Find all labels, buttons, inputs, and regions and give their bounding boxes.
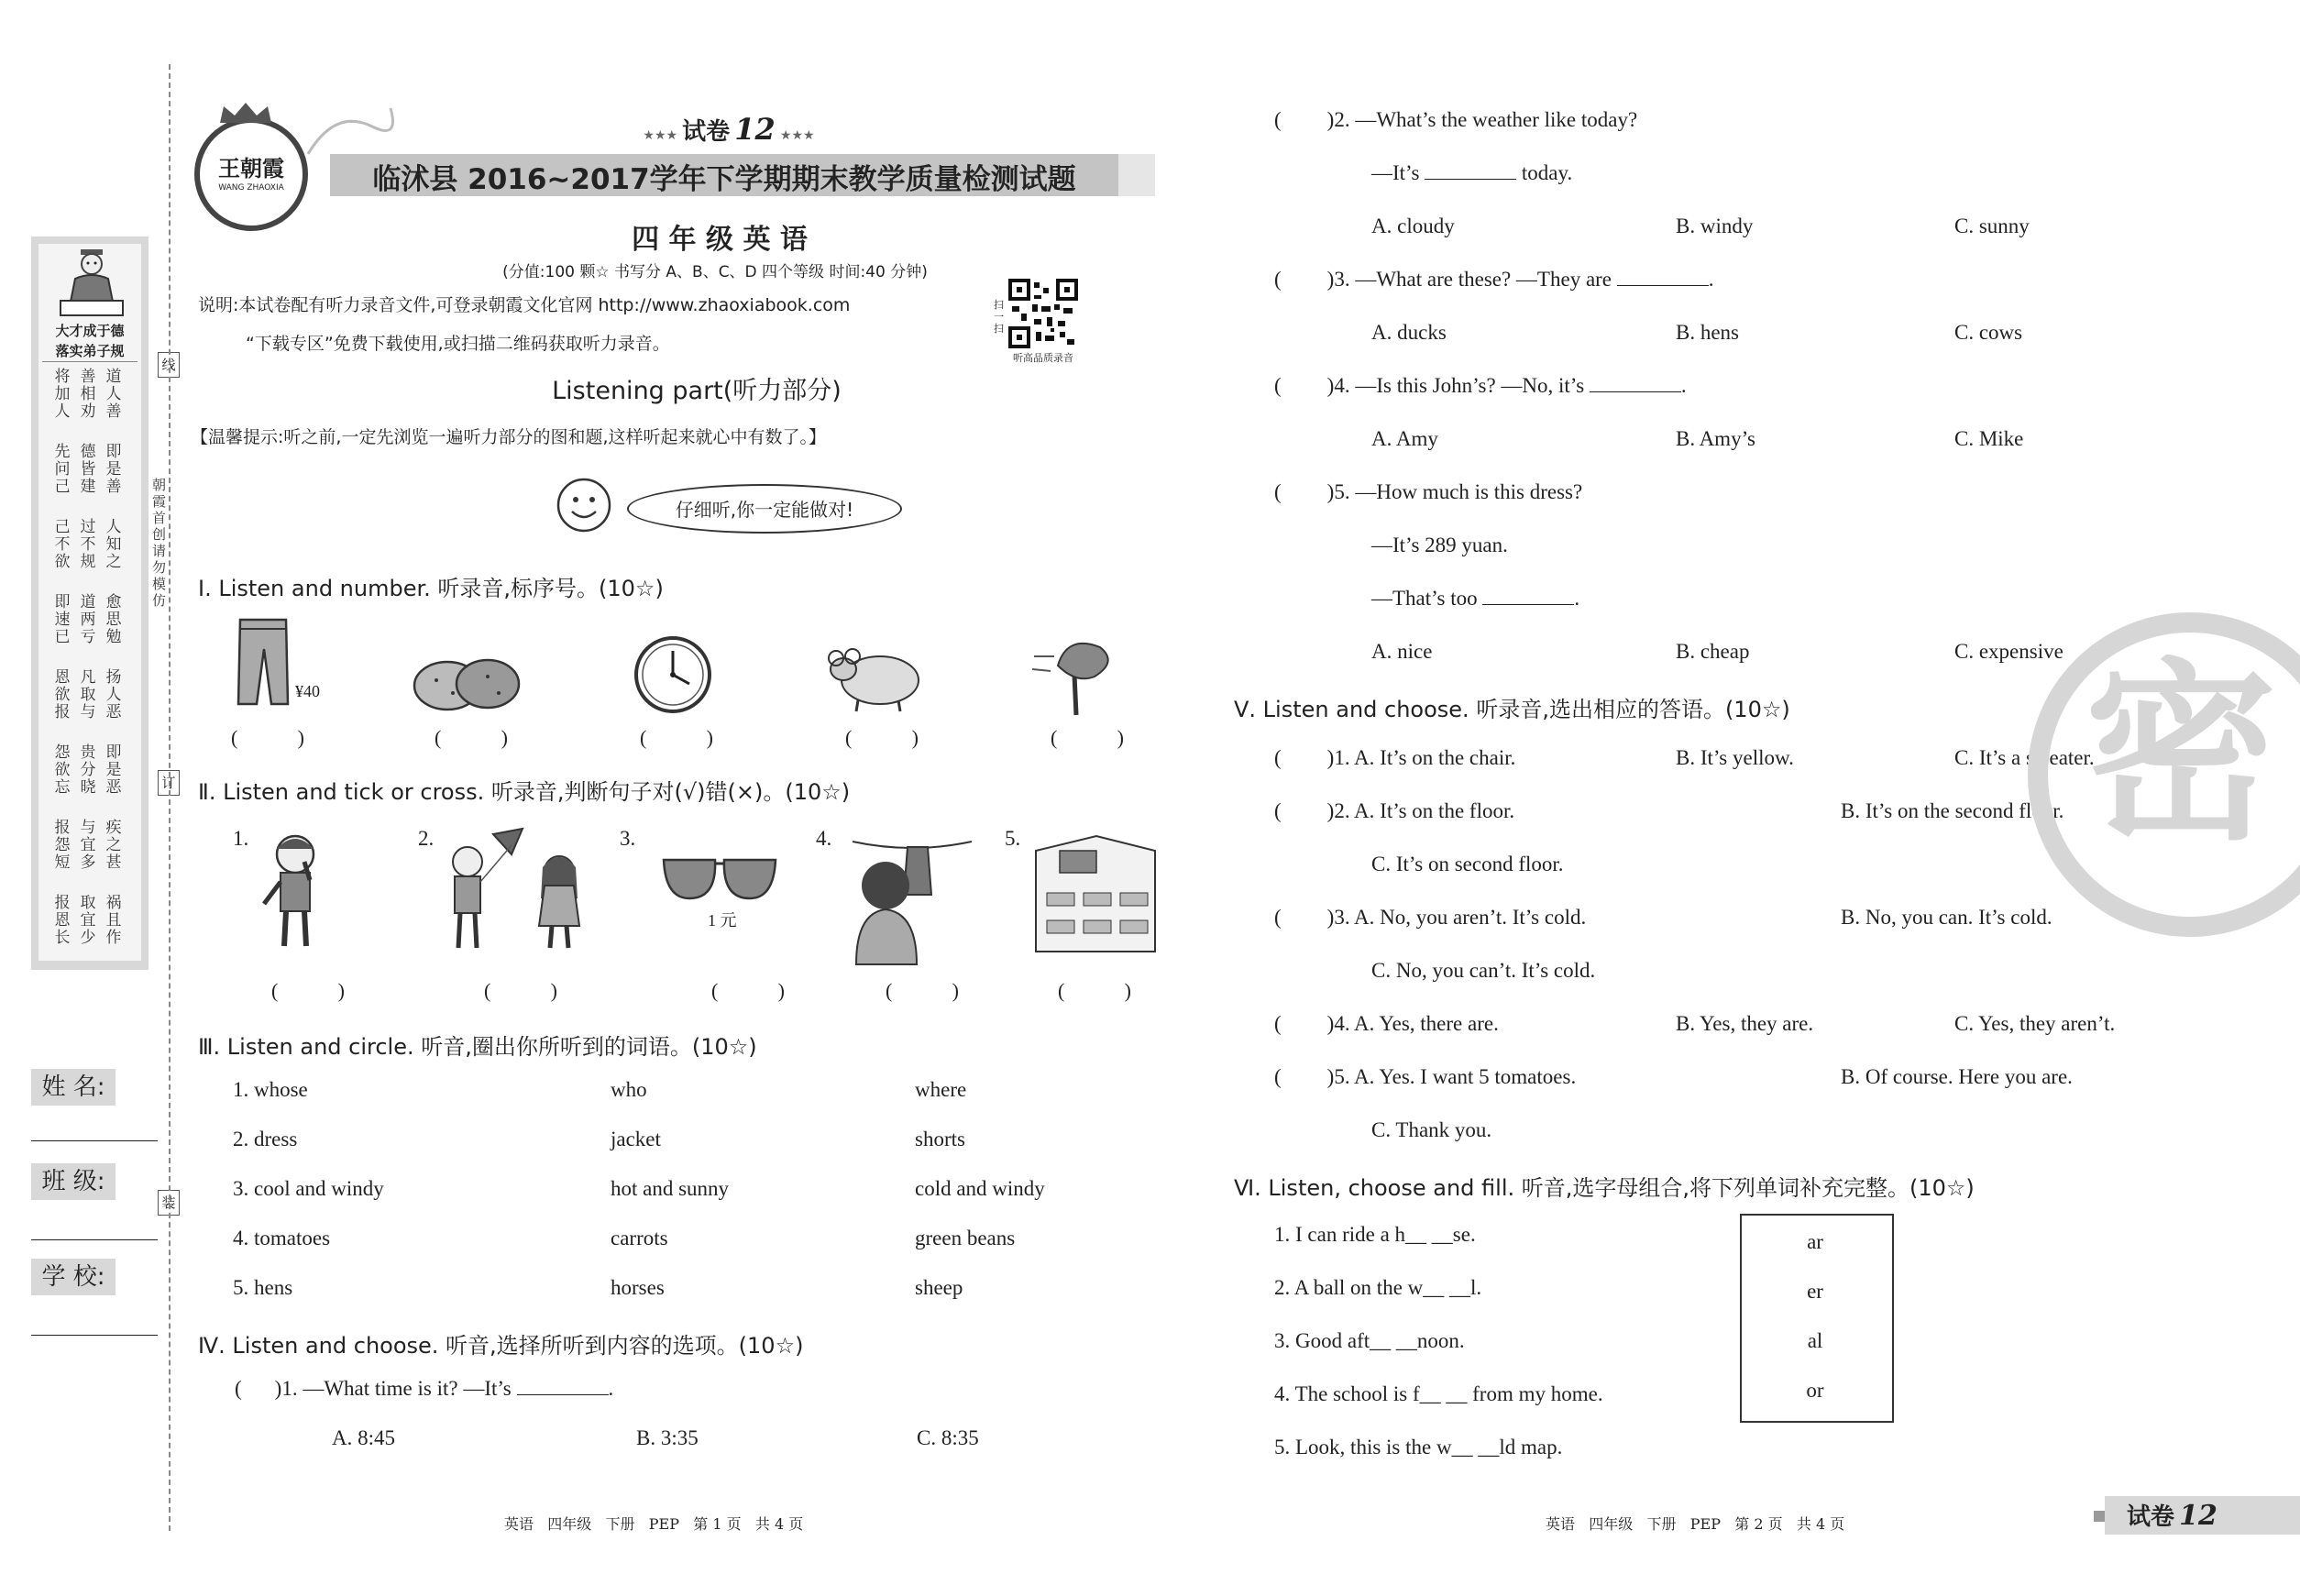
maxim-char: 知 [105,535,122,554]
maxim-char: 道 [80,593,96,611]
circle-word[interactable]: who [611,1078,647,1101]
fill-item[interactable]: 3. Good aft__ __noon. [1274,1329,1465,1352]
s5-q5: ( )5. A. Yes. I want 5 tomatoes. [1274,1065,1577,1088]
circle-word[interactable]: 1. whose [233,1078,308,1101]
section-5-title: Ⅴ. Listen and choose. 听录音,选出相应的答语。(10☆) [1234,697,1790,722]
s5-q1: ( )1. A. It’s on the chair. [1274,746,1516,769]
maxim-char: 恶 [105,778,122,797]
maxim-char: 德 [80,443,96,461]
class-label: 班 级: [31,1163,116,1200]
picture-number: 5. [1005,827,1021,850]
qr-code-icon[interactable] [1008,279,1078,348]
maxim-char: 将 [54,368,71,386]
sheep-icon [825,642,928,713]
maxim-char: 即 [54,593,71,611]
maxim-char: 是 [105,460,122,479]
paper-label-line [623,112,834,147]
s4-q4-option-b[interactable]: B. Amy’s [1676,427,1755,450]
subject-title: 四 年 级 英 语 [632,224,808,256]
s5-q4-option-b[interactable]: B. Yes, they are. [1676,1012,1814,1035]
s4-q5: ( )5. —How much is this dress? [1274,480,1583,503]
maxim-char: 两 [80,611,96,629]
seal-mark-2: 订 [158,770,180,796]
class-field[interactable] [31,1239,158,1240]
s4-q2-option-b[interactable]: B. windy [1676,215,1754,237]
maxim-char: 宜 [80,911,96,930]
sidebar-motto-1: 大才成于德 [55,323,125,339]
maxim-char: 欲 [54,761,71,779]
maxim-char: 善 [80,368,96,386]
answer-paren[interactable]: ( ) [1051,726,1124,749]
kids-kite-icon [438,825,592,953]
maxim-char: 善 [105,478,122,496]
windy-tree-icon [1030,629,1122,717]
answer-paren[interactable]: ( ) [886,979,959,1002]
name-field[interactable] [31,1140,158,1141]
s4-q3-option-a[interactable]: A. ducks [1371,321,1447,344]
smiley-icon [556,477,612,534]
maxim-char: 宜 [80,836,96,854]
maxim-char: 贵 [80,743,96,762]
paper-label: 试卷 [682,118,731,146]
stamp-char: 密 [2085,642,2278,866]
maxim-char: 思 [105,611,122,629]
s4-q3: ( )3. —What are these? —They are . [1274,268,1714,291]
s4-q2: ( )2. —What’s the weather like today? [1274,108,1638,131]
s5-q5-option-b[interactable]: B. Of course. Here you are. [1841,1065,2073,1088]
maxim-char: 取 [80,894,96,912]
sidebar-motto-2: 落实弟子规 [55,343,125,359]
maxim-char: 短 [54,853,71,872]
section-2-title: Ⅱ. Listen and tick or cross. 听录音,判断句子对(√)错(×)。(10☆) [198,779,851,805]
exam-meta: (分值:100 颗☆ 书写分 A、B、C、D 四个等级 时间:40 分钟) [502,263,928,281]
note-line-2: “下载专区”免费下载使用,或扫描二维码获取听力录音。 [246,334,670,354]
logo-text: 王朝霞 [218,155,284,182]
s4-q3-option-c[interactable]: C. cows [1954,321,2023,344]
s4-q4: ( )4. —Is this John’s? —No, it’s . [1274,374,1687,397]
logo-sub: WANG ZHAOXIA [218,183,284,193]
s5-q1-option-c[interactable]: C. It’s a sweater. [1954,746,2095,769]
logo-badge [194,117,308,231]
circle-word[interactable]: horses [611,1276,665,1299]
letter-option: er [1807,1280,1823,1303]
circle-word[interactable]: hot and sunny [611,1177,730,1200]
name-label: 姓 名: [31,1069,116,1106]
maxim-char: 忘 [54,778,71,797]
s5-q3-option-b[interactable]: B. No, you can. It’s cold. [1841,906,2052,929]
crown-icon [216,101,275,125]
circle-word[interactable]: jacket [611,1128,661,1150]
maxim-char: 劝 [80,402,96,421]
section-6-title: Ⅵ. Listen, choose and fill. 听音,选字母组合,将下列单词补充完整。(10☆) [1234,1175,1975,1201]
girl-dress-icon [843,831,981,968]
s4-q1-option-c[interactable]: C. 8:35 [917,1426,979,1449]
section-1-title: Ⅰ. Listen and number. 听录音,标序号。(10☆) [198,576,664,601]
answer-blank[interactable] [1425,162,1516,180]
maxim-char: 道 [105,368,122,386]
listening-heading: Listening part(听力部分) [552,377,842,405]
circle-word[interactable]: carrots [611,1227,668,1249]
maxim-char: 已 [54,628,71,646]
qr-caption: 听高品质录音 [1013,352,1073,364]
school-field[interactable] [31,1335,158,1336]
exam-title: 临沭县 2016~2017学年下学期期末教学质量检测试题 [372,163,1076,196]
boy-thinking-icon [259,831,332,952]
maxim-char: 亏 [80,628,96,646]
listening-tip: 【温馨提示:听之前,一定先浏览一遍听力部分的图和题,这样听起来就心中有数了。】 [191,427,826,447]
maxim-char: 祸 [105,894,122,912]
answer-paren[interactable]: ( ) [711,979,785,1002]
scholar-icon [48,246,136,321]
circle-word[interactable]: 3. cool and windy [233,1177,384,1200]
maxim-char: 己 [54,478,71,496]
maxim-char: 即 [105,443,122,461]
picture-number: 3. [620,827,636,850]
maxim-char: 分 [80,761,96,779]
s4-q4-option-a[interactable]: A. Amy [1371,427,1438,450]
maxim-char: 速 [54,611,71,629]
maxim-char: 己 [54,518,71,536]
maxim-char: 作 [105,929,122,947]
maxim-char: 晓 [80,778,96,797]
maxim-char: 报 [54,703,71,721]
answer-paren[interactable]: ( ) [640,726,713,749]
s4-q2-option-a[interactable]: A. cloudy [1371,215,1455,237]
maxim-char: 报 [54,894,71,912]
fill-item[interactable]: 2. A ball on the w__ __l. [1274,1276,1482,1299]
clock-icon [633,634,713,715]
maxim-char: 欲 [54,553,71,571]
answer-blank[interactable] [1590,375,1681,392]
maxim-char: 加 [54,385,71,403]
s5-q2-option-c[interactable]: C. It’s on second floor. [1371,853,1564,875]
answer-blank[interactable] [517,1378,609,1395]
maxim-char: 怨 [54,836,71,854]
trousers-icon [231,616,295,708]
maxim-char: 甚 [105,853,122,872]
maxim-char: 不 [80,535,96,554]
maxim-char: 之 [105,836,122,854]
s4-q5-line2: —It’s 289 yuan. [1371,534,1508,556]
binding-line [169,64,171,1531]
answer-paren[interactable]: ( ) [435,726,508,749]
maxim-char: 即 [105,743,122,762]
circle-word[interactable]: 4. tomatoes [233,1227,331,1249]
secret-stamp [2028,612,2300,937]
answer-blank[interactable] [1482,588,1574,605]
maxim-char: 疾 [105,819,122,837]
fill-item[interactable]: 1. I can ride a h__ __se. [1274,1223,1476,1246]
price-tag-1-yuan: 1 元 [708,911,737,930]
price-tag-40: ¥40 [295,682,320,700]
footer-left: 英语 四年级 下册 PEP 第 1 页 共 4 页 [504,1515,804,1533]
maxim-char: 人 [54,402,71,421]
maxim-char: 长 [54,929,71,947]
classroom-icon [1032,832,1159,955]
maxim-char: 规 [80,553,96,571]
circle-word[interactable]: 5. hens [233,1276,293,1299]
maxim-char: 愈 [105,593,122,611]
seal-mark-1: 线 [158,352,180,378]
sunglasses-icon [660,853,779,908]
answer-paren[interactable]: ( ) [271,979,345,1002]
maxim-char: 少 [80,929,96,947]
potatoes-icon [411,653,523,713]
maxim-char: 多 [80,853,96,872]
circle-word[interactable]: 2. dress [233,1128,298,1150]
s4-q3-option-b[interactable]: B. hens [1676,321,1739,344]
s5-q5-option-c[interactable]: C. Thank you. [1371,1118,1492,1141]
stars-left: ★★★ [643,128,678,143]
maxim-char: 欲 [54,686,71,704]
maxim-char: 先 [54,443,71,461]
sidebar-vertical-note: 朝霞首创 请勿模仿 [152,477,167,609]
letter-option: al [1807,1329,1823,1352]
maxim-char: 与 [80,819,96,837]
stars-right: ★★★ [779,128,815,143]
seal-mark-3: 装 [158,1190,180,1216]
s4-q2-line2: —It’s today. [1371,161,1573,184]
section-4-title: Ⅳ. Listen and choose. 听音,选择所听到内容的选项。(10☆) [198,1333,804,1359]
maxim-char: 人 [105,686,122,704]
paper-number: 12 [734,112,776,147]
title-band-fade [1118,154,1155,196]
s5-q4-option-c[interactable]: C. Yes, they aren’t. [1954,1012,2116,1035]
s5-q2-option-b[interactable]: B. It’s on the second floor. [1841,799,2064,822]
picture-number: 4. [816,827,832,850]
s4-q1-option-a[interactable]: A. 8:45 [332,1426,395,1449]
encourage-text: 仔细听,你一定能做对! [675,499,854,521]
fill-item[interactable]: 5. Look, this is the w__ __ld map. [1274,1436,1563,1458]
s4-q5-line3: —That’s too . [1371,587,1580,610]
letter-option: or [1806,1379,1824,1402]
maxim-char: 且 [105,911,122,930]
footer-badge-label: 试卷 [2127,1503,2175,1531]
s4-q5-option-b[interactable]: B. cheap [1676,640,1750,663]
s5-q3: ( )3. A. No, you aren’t. It’s cold. [1274,906,1587,929]
sidebar-divider [42,361,138,362]
maxim-char: 取 [80,686,96,704]
maxim-char: 凡 [80,668,96,687]
maxim-char: 相 [80,385,96,403]
s4-q5-option-c[interactable]: C. expensive [1954,640,2063,663]
maxim-char: 之 [105,553,122,571]
maxim-char: 与 [80,703,96,721]
s4-q5-option-a[interactable]: A. nice [1371,640,1433,663]
maxim-char: 是 [105,761,122,779]
fill-item[interactable]: 4. The school is f__ __ from my home. [1274,1382,1603,1405]
qr-side-text: 扫一扫 [994,299,1004,335]
maxim-char: 恶 [105,703,122,721]
answer-paren[interactable]: ( ) [1058,979,1131,1002]
answer-paren[interactable]: ( ) [845,726,919,749]
s4-q1: ( )1. —What time is it? —It’s . [235,1377,614,1400]
maxim-char: 恩 [54,911,71,930]
maxim-char: 皆 [80,460,96,479]
maxim-char: 扬 [105,668,122,687]
maxim-char: 建 [80,478,96,496]
picture-number: 1. [233,827,249,850]
circle-word[interactable]: green beans [915,1227,1016,1249]
s5-q1-option-b[interactable]: B. It’s yellow. [1676,746,1794,769]
s5-q4: ( )4. A. Yes, there are. [1274,1012,1499,1035]
maxim-char: 怨 [54,743,71,762]
section-3-title: Ⅲ. Listen and circle. 听音,圈出你所听到的词语。(10☆) [198,1034,757,1060]
circle-word[interactable]: sheep [915,1276,963,1299]
answer-paren[interactable]: ( ) [484,979,557,1002]
s4-q2-option-c[interactable]: C. sunny [1954,215,2030,237]
school-label: 学 校: [31,1259,116,1295]
maxim-char: 问 [54,460,71,479]
maxim-char: 人 [105,518,122,536]
answer-paren[interactable]: ( ) [231,726,304,749]
maxim-char: 勉 [105,628,122,646]
maxim-char: 恩 [54,668,71,687]
s5-q2: ( )2. A. It’s on the floor. [1274,799,1515,822]
footer-badge [2127,1498,2217,1532]
s5-q3-option-c[interactable]: C. No, you can’t. It’s cold. [1371,959,1596,982]
maxim-char: 人 [105,385,122,403]
letter-option: ar [1807,1230,1823,1253]
circle-word[interactable]: where [915,1078,967,1101]
circle-word[interactable]: cold and windy [915,1177,1045,1200]
s4-q4-option-c[interactable]: C. Mike [1954,427,2024,450]
footer-right: 英语 四年级 下册 PEP 第 2 页 共 4 页 [1546,1515,1845,1533]
note-line-1: 说明:本试卷配有听力录音文件,可登录朝霞文化官网 http://www.zhaoxiabook.com [198,295,851,315]
maxim-char: 报 [54,819,71,837]
maxim-char: 过 [80,518,96,536]
circle-word[interactable]: shorts [915,1128,965,1150]
maxim-char: 善 [105,402,122,421]
footer-badge-squares [2094,1511,2105,1522]
s4-q1-option-b[interactable]: B. 3:35 [636,1426,699,1449]
picture-number: 2. [418,827,435,850]
maxim-char: 不 [54,535,71,554]
answer-blank[interactable] [1617,269,1709,286]
footer-badge-number: 12 [2179,1500,2217,1532]
